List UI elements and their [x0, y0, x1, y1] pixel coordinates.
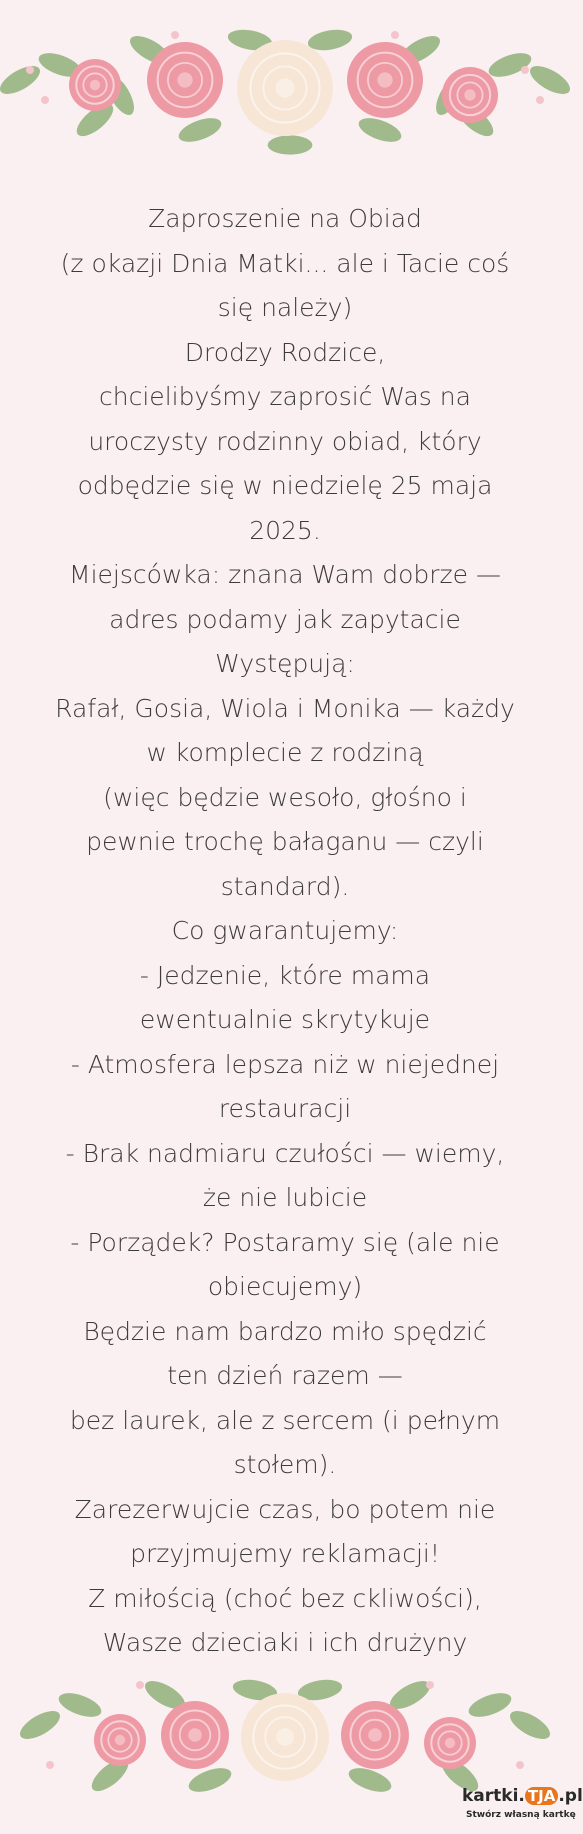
text-line: restauracji: [218, 1094, 352, 1123]
rose-icon: [424, 1717, 476, 1769]
text-line: bez laurek, ale z sercem (i pełnym: [69, 1405, 501, 1435]
text-line: Z miłością (choć bez ckliwości),: [88, 1583, 482, 1613]
text-line: - Jedzenie, które mama: [139, 960, 431, 990]
rose-icon: [94, 1714, 146, 1766]
text-line: obiecujemy): [207, 1272, 363, 1301]
text-line: - Atmosfera lepsza niż w niejednej: [70, 1049, 500, 1079]
text-line: standard).: [220, 871, 350, 901]
text-line: - Brak nadmiaru czułości — wiemy,: [65, 1138, 505, 1168]
text-line: Występują:: [215, 649, 355, 678]
rose-icon: [241, 1693, 329, 1781]
text-line: że nie lubicie: [202, 1183, 368, 1212]
brand-name: kartki. TJA .pl: [462, 1786, 583, 1806]
brand-tagline: Stwórz własną kartkę: [466, 1810, 576, 1820]
text-line: uroczysty rodzinny obiad, który: [88, 426, 482, 456]
text-line: się należy): [217, 293, 353, 322]
rose-icon: [69, 59, 121, 111]
text-line: Miejscówka: znana Wam dobrze —: [69, 560, 501, 589]
text-line: przyjmujemy reklamacji!: [130, 1539, 440, 1568]
text-line: Zaproszenie na Obiad: [148, 204, 422, 233]
text-line: ewentualnie skrytykuje: [139, 1005, 431, 1034]
text-line: chcielibyśmy zaprosić Was na: [99, 382, 471, 411]
kartki-tja-logo-link[interactable]: [462, 1786, 583, 1830]
text-line: stołem).: [233, 1450, 337, 1479]
text-line: pewnie trochę bałaganu — czyli: [86, 827, 484, 856]
rose-icon: [347, 42, 423, 118]
text-line: Wasze dzieciaki i ich drużyny: [102, 1628, 468, 1657]
text-line: ten dzień razem —: [167, 1361, 403, 1390]
rose-icon: [341, 1701, 409, 1769]
text-line: 2025.: [249, 515, 321, 545]
text-line: Drodzy Rodzice,: [184, 337, 386, 367]
text-line: Zarezerwujcie czas, bo potem nie: [74, 1494, 496, 1524]
text-line: (z okazji Dnia Matki... ale i Tacie coś: [60, 248, 510, 278]
text-line: adres podamy jak zapytacie: [109, 604, 461, 634]
brand-badge: TJA: [525, 1787, 558, 1805]
top-rose-garland: [0, 10, 570, 175]
text-line: Rafał, Gosia, Wiola i Monika — każdy: [55, 693, 515, 723]
text-line: (więc będzie wesoło, głośno i: [103, 782, 467, 812]
invitation-text: [25, 197, 545, 1666]
rose-icon: [442, 67, 498, 123]
rose-icon: [147, 42, 223, 118]
text-line: w komplecie z rodziną: [146, 738, 424, 767]
text-line: - Porządek? Postaramy się (ale nie: [70, 1227, 500, 1257]
text-line: Będzie nam bardzo miło spędzić: [83, 1316, 487, 1346]
text-line: Co gwarantujemy:: [171, 916, 399, 945]
text-line: odbędzie się w niedzielę 25 maja: [77, 471, 493, 500]
rose-icon: [237, 40, 333, 136]
rose-icon: [161, 1701, 229, 1769]
